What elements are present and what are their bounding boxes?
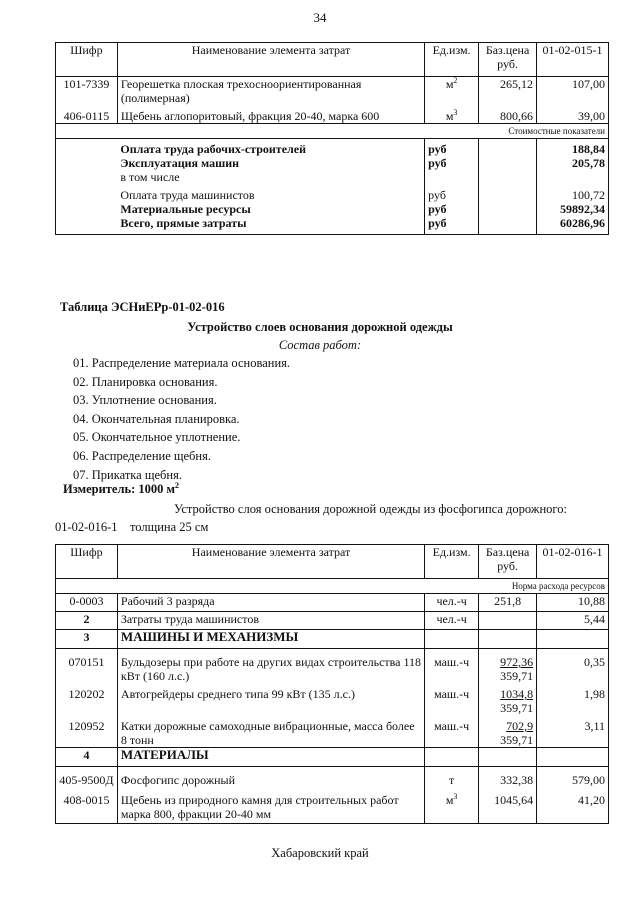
table-row: 2 Затраты труда машинистов чел.-ч 5,44 [56,612,609,630]
list-item: 02. Планировка основания. [73,374,218,389]
table-row: 405-9500Д Фосфогипс дорожный т 332,38 579,00 [56,767,609,788]
page-footer: Хабаровский край [271,846,369,860]
header-unit: Ед.изм. [425,43,479,77]
header-value: 01-02-015-1 [537,43,609,77]
table-row: 120202 Автогрейдеры среднего типа 99 кВт (135 л.с.) маш.-ч 1034,8 359,71 1,98 [56,683,609,715]
header-price: Баз.цена руб. [479,43,537,77]
cost-row: в том числе [56,170,609,184]
cost-table-1 [55,42,609,235]
header-name: Наименование элемента затрат [117,43,424,77]
header-unit: Ед.изм. [425,545,479,579]
description: Устройство слоя основания дорожной одежды из фосфогипса дорожного: [174,502,567,516]
works-list [73,354,290,484]
cost-row: Всего, прямые затраты руб 60286,96 [56,216,609,235]
group-row: 4 МАТЕРИАЛЫ [56,748,609,767]
list-item: 03. Уплотнение основания. [73,393,217,408]
table-row: 0-0003 Рабочий 3 разряда чел.-ч 251,8 10,88 [56,594,609,612]
measurer: Измеритель: 1000 $м^2$ [63,480,180,496]
header-code: Шифр [56,43,118,77]
list-item: 04. Окончательная планировка. [73,411,240,426]
section-heading: Устройство слоев основания дорожной одежды [187,320,453,334]
table-row: 120952 Катки дорожные самоходные вибрационные, масса более 8 тонн маш.-ч 702,9 359,71 3,11 [56,715,609,748]
list-item: 05. Окончательное уплотнение. [73,430,241,445]
section-label: Стоимостные показатели [479,124,609,139]
cost-row: Эксплуатация машин руб 205,78 [56,156,609,170]
list-item: 06. Распределение щебня. [73,448,211,463]
group-row: 3 МАШИНЫ И МЕХАНИЗМЫ [56,630,609,649]
cost-row: Оплата труда рабочих-строителей руб 188,84 [56,139,609,157]
table-row: 101-7339 Георешетка плоская трехосноориентированная (полимерная) $м^2$ 265,12 107,00 [56,77,609,106]
header-value: 01-02-016-1 [537,545,609,579]
resource-table [55,544,609,824]
norm-code: 01-02-016-1 [55,520,118,534]
header-price: Баз.цена руб. [479,545,537,579]
section-label: Норма расхода ресурсов [479,579,609,594]
table-title: Таблица ЭСНиЕРр-01-02-016 [60,300,225,314]
table-row: 406-0115 Щебень аглопоритовый, фракция 20-40, марка 600 $м^3$ 800,66 39,00 [56,105,609,124]
table-row: 070151 Бульдозеры при работе на других видах строительства 118 кВт (160 л.с.) маш.-ч 972,36 359,71 0,35 [56,649,609,684]
list-item: 01. Распределение материала основания. [73,356,291,370]
list-item: 07. Прикатка щебня. [73,467,182,482]
cost-row: Материальные ресурсы руб 59892,34 [56,202,609,216]
page-number: 34 [313,10,327,25]
header-name: Наименование элемента затрат [117,545,424,579]
thickness: толщина 25 см [130,520,209,534]
header-code: Шифр [56,545,118,579]
table-row: 408-0015 Щебень из природного камня для строительных работ марка 800, фракции 20-40 мм $м^3$ 1045,64 41,20 [56,787,609,824]
cost-row: Оплата труда машинистов руб 100,72 [56,184,609,202]
works-subheading: Состав работ: [278,338,362,352]
